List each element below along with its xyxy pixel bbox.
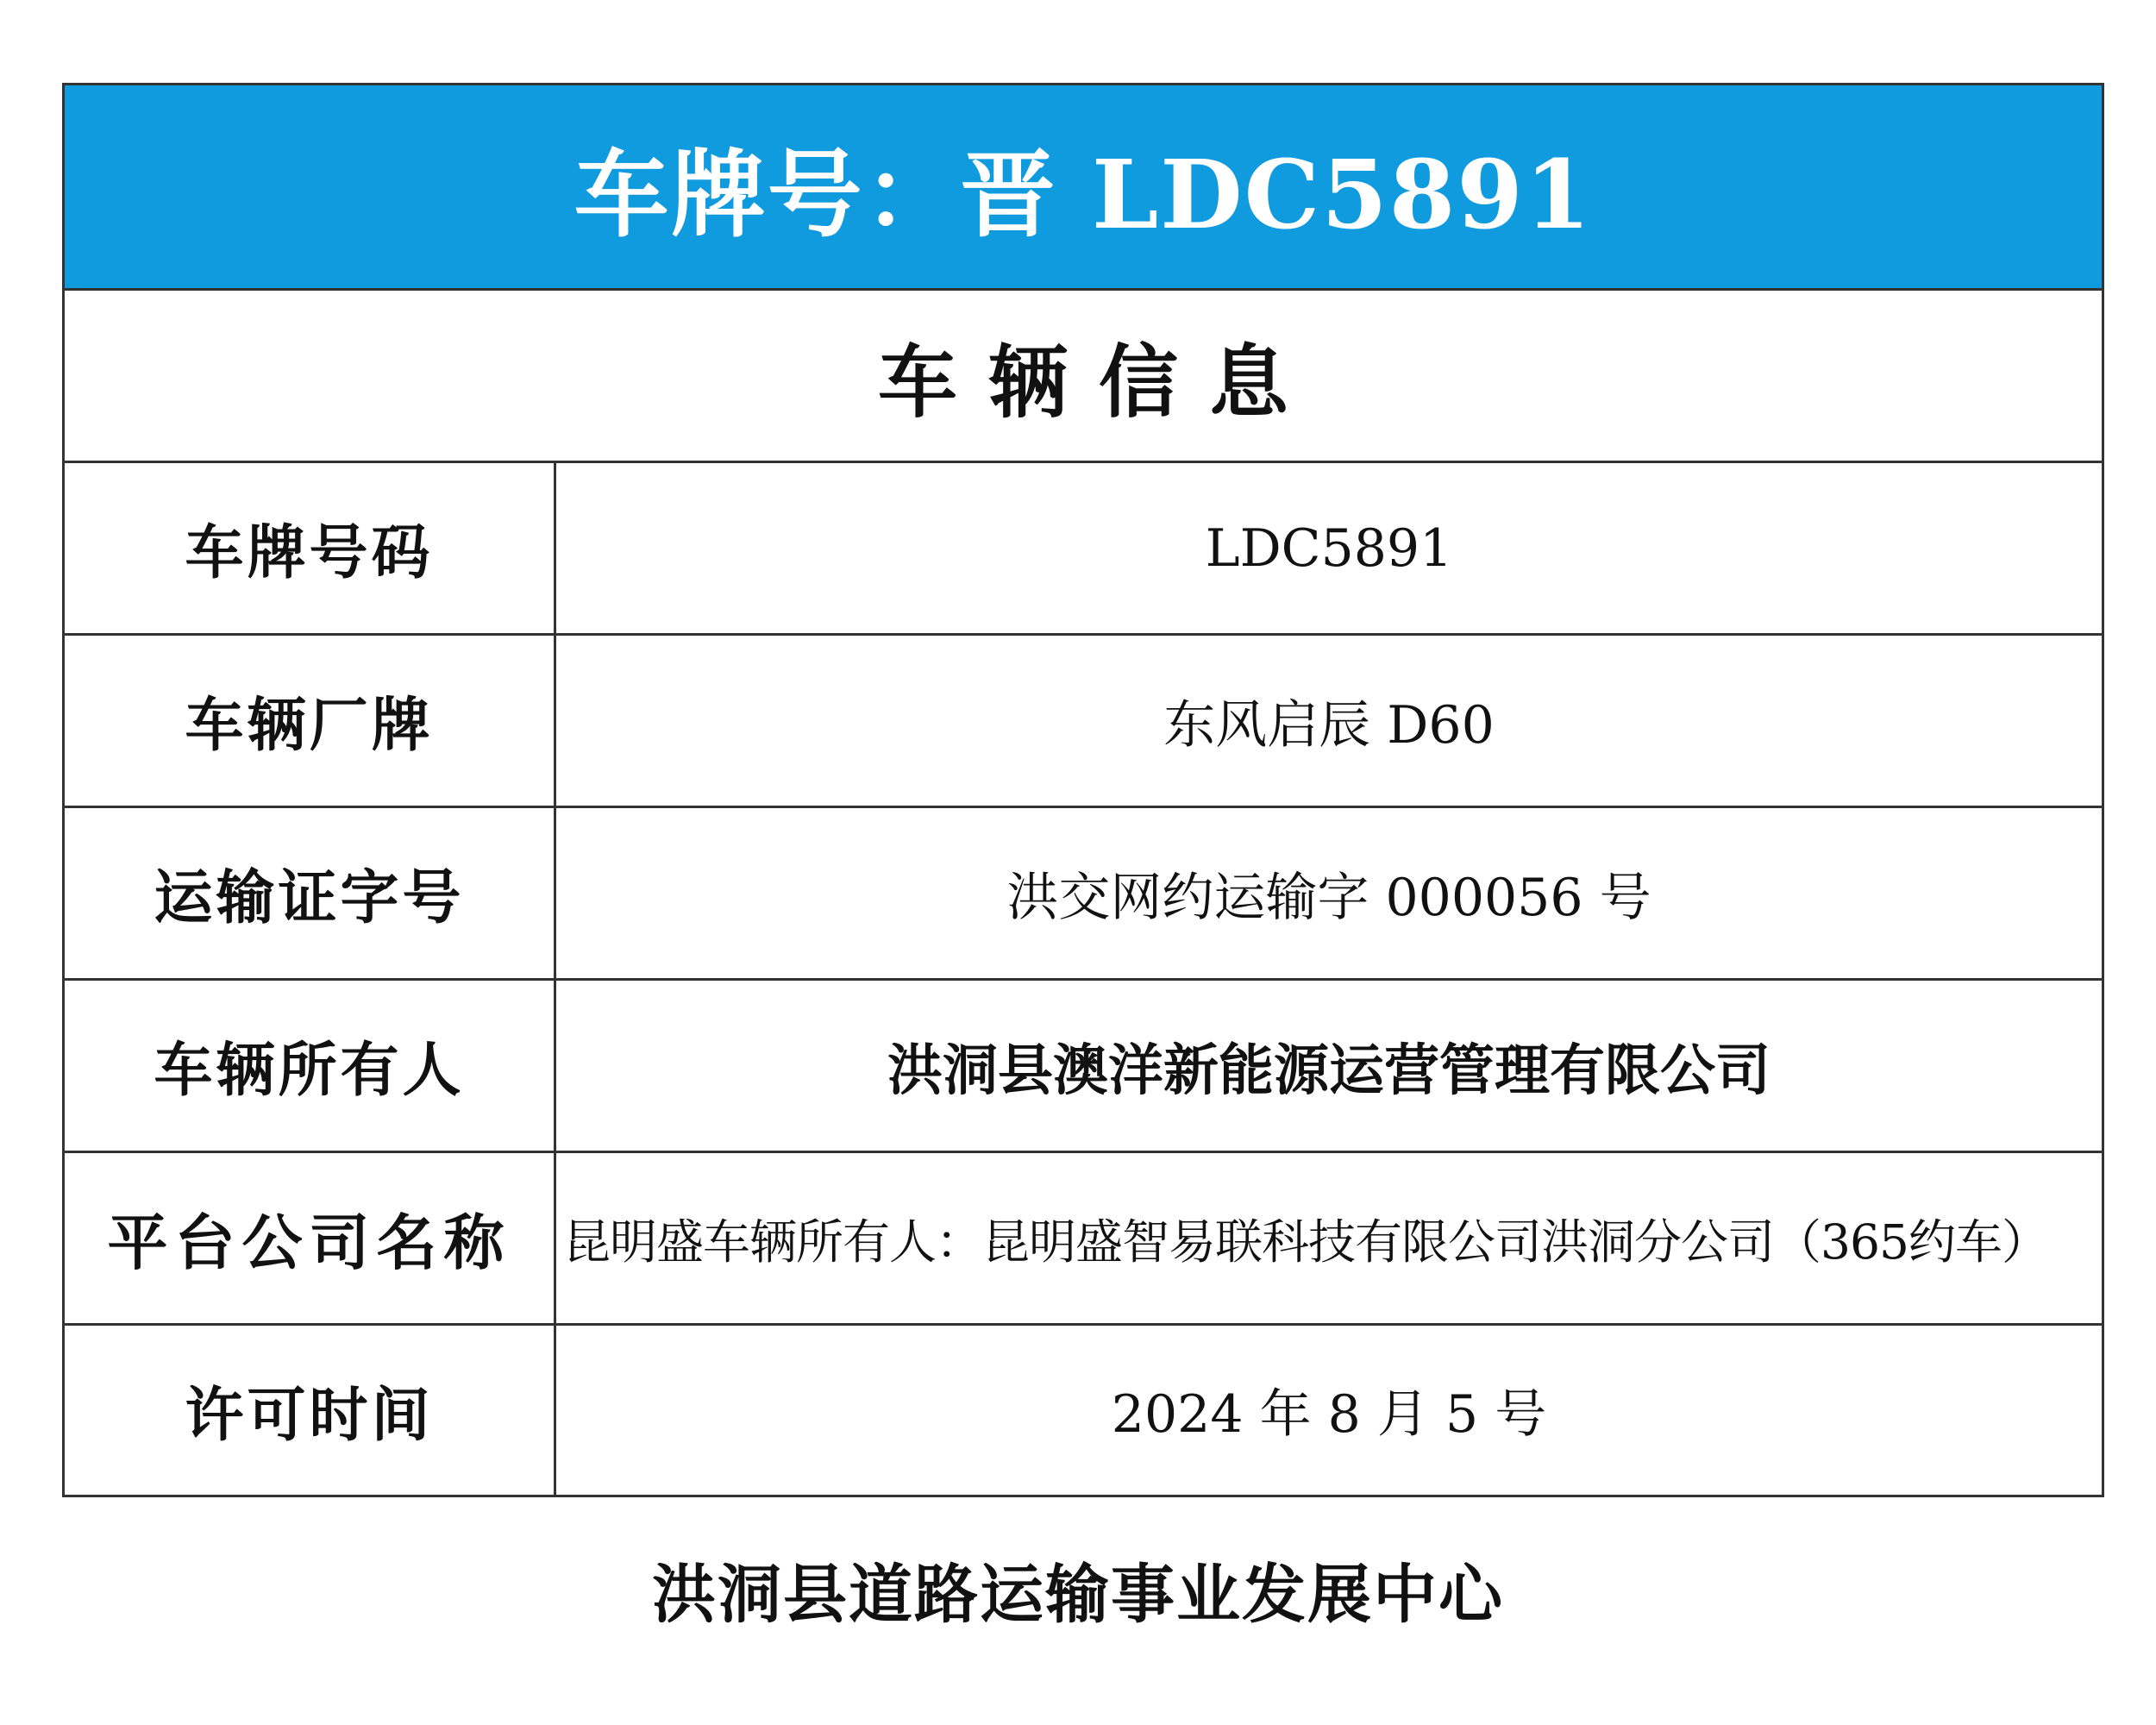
plate-banner bbox=[65, 85, 2102, 291]
row-label-vehicle-brand: 车辆厂牌 bbox=[65, 636, 556, 806]
vehicle-info-card bbox=[62, 83, 2104, 1497]
table-row-plate-number bbox=[65, 463, 2102, 636]
row-value-plate-number: LDC5891 bbox=[1205, 518, 1453, 579]
table-row-vehicle-brand bbox=[65, 636, 2102, 808]
row-value-platform-company: 昆明盛车辆所有人：昆明盛智易联科技有限公司洪洞分公司（365约车） bbox=[563, 1214, 2048, 1270]
row-label-plate-number: 车牌号码 bbox=[65, 463, 556, 633]
row-value-vehicle-owner: 洪洞县澳洋新能源运营管理有限公司 bbox=[887, 1038, 1771, 1103]
row-value-vehicle-brand: 东风启辰 D60 bbox=[1163, 694, 1495, 756]
section-header bbox=[65, 291, 2102, 463]
table-row-vehicle-owner bbox=[65, 981, 2102, 1153]
row-label-transport-permit: 运输证字号 bbox=[65, 808, 556, 978]
row-value-transport-permit: 洪交网约运输字 000056 号 bbox=[1006, 867, 1651, 928]
section-title: 车辆信息 bbox=[877, 336, 1319, 429]
row-value-permit-date: 2024 年 8 月 5 号 bbox=[1111, 1384, 1547, 1445]
table-row-transport-permit bbox=[65, 808, 2102, 981]
row-label-vehicle-owner: 车辆所有人 bbox=[65, 981, 556, 1151]
table-row-permit-date bbox=[65, 1326, 2102, 1495]
issuer-footer: 洪洞县道路运输事业发展中心 bbox=[652, 1558, 1504, 1632]
row-label-permit-date: 许可时间 bbox=[65, 1326, 556, 1495]
table-row-platform-company bbox=[65, 1153, 2102, 1326]
plate-banner-title: 车牌号：晋 LDC5891 bbox=[573, 138, 1593, 250]
info-table bbox=[65, 463, 2102, 1495]
row-label-platform-company: 平台公司名称 bbox=[65, 1153, 556, 1323]
